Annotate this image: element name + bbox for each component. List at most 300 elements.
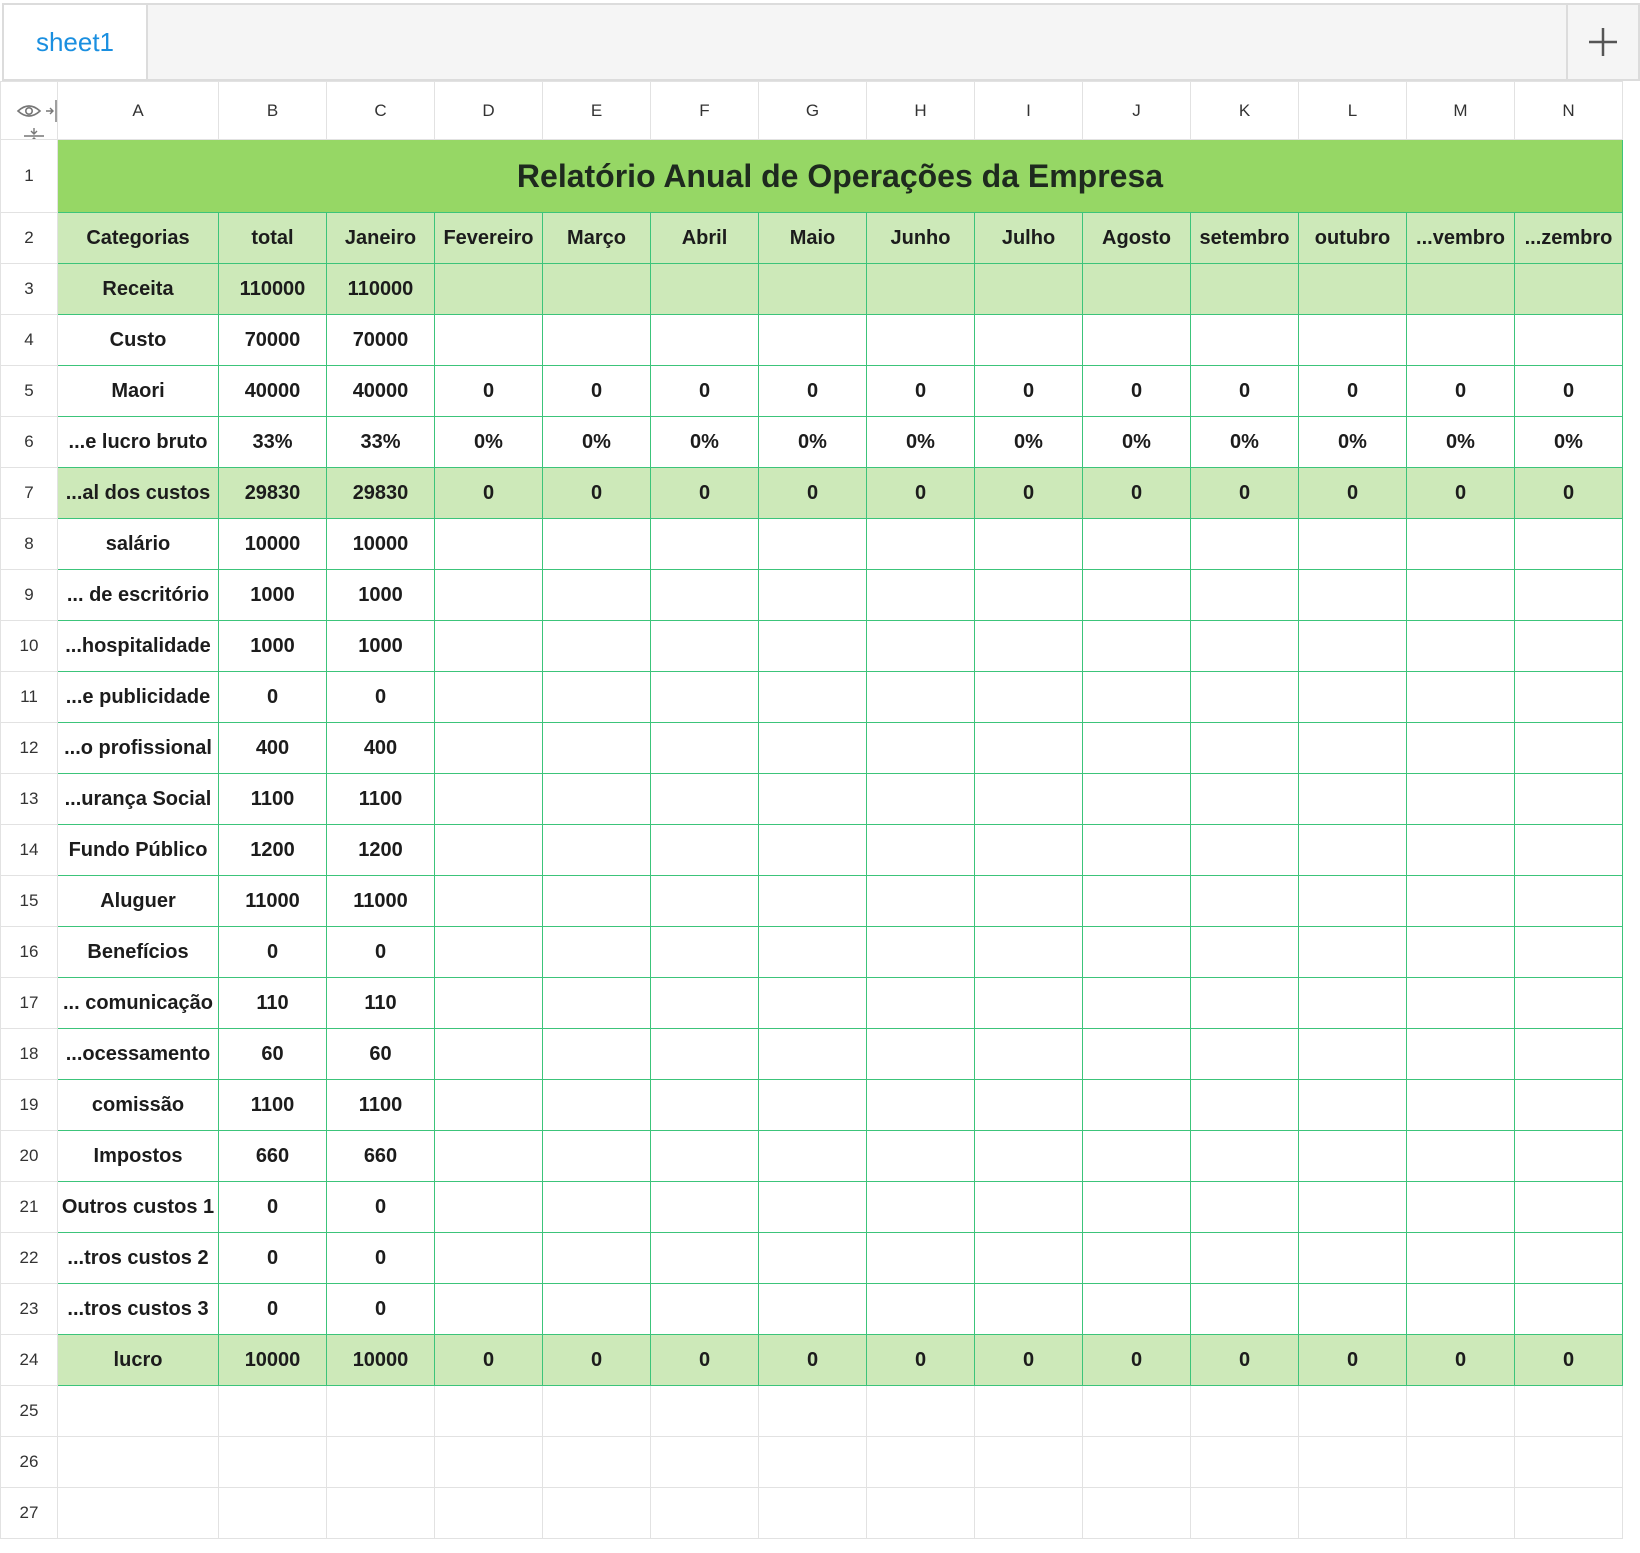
cell-c22[interactable]: 0 <box>327 1233 435 1284</box>
cell-m8[interactable] <box>1407 519 1515 570</box>
cell-j5[interactable]: 0 <box>1083 366 1191 417</box>
cell-d19[interactable] <box>435 1080 543 1131</box>
cell-d13[interactable] <box>435 774 543 825</box>
cell-j4[interactable] <box>1083 315 1191 366</box>
cell-k4[interactable] <box>1191 315 1299 366</box>
cell-i19[interactable] <box>975 1080 1083 1131</box>
cell-m5[interactable]: 0 <box>1407 366 1515 417</box>
cell-k17[interactable] <box>1191 978 1299 1029</box>
cell-a7[interactable]: ...al dos custos <box>58 468 219 519</box>
cell-f5[interactable]: 0 <box>651 366 759 417</box>
cell-a10[interactable]: ...hospitalidade <box>58 621 219 672</box>
cell-h27[interactable] <box>867 1488 975 1539</box>
cell-h19[interactable] <box>867 1080 975 1131</box>
cell-j7[interactable]: 0 <box>1083 468 1191 519</box>
cell-a14[interactable]: Fundo Público <box>58 825 219 876</box>
cell-i4[interactable] <box>975 315 1083 366</box>
cell-c10[interactable]: 1000 <box>327 621 435 672</box>
cell-i2[interactable]: Julho <box>975 213 1083 264</box>
cell-k8[interactable] <box>1191 519 1299 570</box>
cell-g11[interactable] <box>759 672 867 723</box>
cell-f27[interactable] <box>651 1488 759 1539</box>
column-header-l[interactable]: L <box>1299 82 1407 140</box>
cell-m6[interactable]: 0% <box>1407 417 1515 468</box>
row-header[interactable]: 19 <box>1 1080 58 1131</box>
cell-c15[interactable]: 11000 <box>327 876 435 927</box>
cell-l12[interactable] <box>1299 723 1407 774</box>
cell-i22[interactable] <box>975 1233 1083 1284</box>
cell-i9[interactable] <box>975 570 1083 621</box>
cell-h24[interactable]: 0 <box>867 1335 975 1386</box>
cell-m17[interactable] <box>1407 978 1515 1029</box>
cell-h2[interactable]: Junho <box>867 213 975 264</box>
cell-a9[interactable]: ... de escritório <box>58 570 219 621</box>
cell-c7[interactable]: 29830 <box>327 468 435 519</box>
cell-i10[interactable] <box>975 621 1083 672</box>
cell-d16[interactable] <box>435 927 543 978</box>
row-header[interactable]: 14 <box>1 825 58 876</box>
column-header-i[interactable]: I <box>975 82 1083 140</box>
cell-c25[interactable] <box>327 1386 435 1437</box>
cell-j8[interactable] <box>1083 519 1191 570</box>
cell-l5[interactable]: 0 <box>1299 366 1407 417</box>
cell-d9[interactable] <box>435 570 543 621</box>
cell-k11[interactable] <box>1191 672 1299 723</box>
cell-j16[interactable] <box>1083 927 1191 978</box>
cell-h4[interactable] <box>867 315 975 366</box>
cell-c12[interactable]: 400 <box>327 723 435 774</box>
cell-m13[interactable] <box>1407 774 1515 825</box>
cell-b11[interactable]: 0 <box>219 672 327 723</box>
cell-k23[interactable] <box>1191 1284 1299 1335</box>
cell-e12[interactable] <box>543 723 651 774</box>
cell-j17[interactable] <box>1083 978 1191 1029</box>
cell-i21[interactable] <box>975 1182 1083 1233</box>
cell-h3[interactable] <box>867 264 975 315</box>
cell-f15[interactable] <box>651 876 759 927</box>
cell-i3[interactable] <box>975 264 1083 315</box>
cell-b21[interactable]: 0 <box>219 1182 327 1233</box>
cell-g21[interactable] <box>759 1182 867 1233</box>
cell-m9[interactable] <box>1407 570 1515 621</box>
cell-g12[interactable] <box>759 723 867 774</box>
cell-k5[interactable]: 0 <box>1191 366 1299 417</box>
cell-c26[interactable] <box>327 1437 435 1488</box>
column-header-a[interactable]: A <box>58 82 219 140</box>
cell-a18[interactable]: ...ocessamento <box>58 1029 219 1080</box>
cell-g5[interactable]: 0 <box>759 366 867 417</box>
cell-b2[interactable]: total <box>219 213 327 264</box>
cell-c18[interactable]: 60 <box>327 1029 435 1080</box>
cell-d2[interactable]: Fevereiro <box>435 213 543 264</box>
cell-d6[interactable]: 0% <box>435 417 543 468</box>
cell-g20[interactable] <box>759 1131 867 1182</box>
cell-h16[interactable] <box>867 927 975 978</box>
cell-g8[interactable] <box>759 519 867 570</box>
cell-c14[interactable]: 1200 <box>327 825 435 876</box>
cell-m16[interactable] <box>1407 927 1515 978</box>
cell-k20[interactable] <box>1191 1131 1299 1182</box>
cell-n6[interactable]: 0% <box>1515 417 1623 468</box>
cell-k27[interactable] <box>1191 1488 1299 1539</box>
cell-f12[interactable] <box>651 723 759 774</box>
cell-g7[interactable]: 0 <box>759 468 867 519</box>
cell-l10[interactable] <box>1299 621 1407 672</box>
row-header[interactable]: 15 <box>1 876 58 927</box>
cell-g17[interactable] <box>759 978 867 1029</box>
row-header[interactable]: 27 <box>1 1488 58 1539</box>
cell-l11[interactable] <box>1299 672 1407 723</box>
row-header[interactable]: 8 <box>1 519 58 570</box>
cell-f19[interactable] <box>651 1080 759 1131</box>
cell-l23[interactable] <box>1299 1284 1407 1335</box>
cell-d3[interactable] <box>435 264 543 315</box>
cell-c11[interactable]: 0 <box>327 672 435 723</box>
row-header[interactable]: 26 <box>1 1437 58 1488</box>
cell-b22[interactable]: 0 <box>219 1233 327 1284</box>
cell-a24[interactable]: lucro <box>58 1335 219 1386</box>
cell-d21[interactable] <box>435 1182 543 1233</box>
cell-k7[interactable]: 0 <box>1191 468 1299 519</box>
cell-l26[interactable] <box>1299 1437 1407 1488</box>
cell-a6[interactable]: ...e lucro bruto <box>58 417 219 468</box>
cell-b17[interactable]: 110 <box>219 978 327 1029</box>
cell-k14[interactable] <box>1191 825 1299 876</box>
cell-l20[interactable] <box>1299 1131 1407 1182</box>
row-header[interactable]: 25 <box>1 1386 58 1437</box>
cell-h12[interactable] <box>867 723 975 774</box>
cell-j15[interactable] <box>1083 876 1191 927</box>
cell-g23[interactable] <box>759 1284 867 1335</box>
cell-l14[interactable] <box>1299 825 1407 876</box>
cell-n10[interactable] <box>1515 621 1623 672</box>
cell-n7[interactable]: 0 <box>1515 468 1623 519</box>
cell-i26[interactable] <box>975 1437 1083 1488</box>
cell-h11[interactable] <box>867 672 975 723</box>
cell-g6[interactable]: 0% <box>759 417 867 468</box>
cell-f16[interactable] <box>651 927 759 978</box>
cell-b24[interactable]: 10000 <box>219 1335 327 1386</box>
cell-j23[interactable] <box>1083 1284 1191 1335</box>
cell-d4[interactable] <box>435 315 543 366</box>
cell-c24[interactable]: 10000 <box>327 1335 435 1386</box>
cell-e24[interactable]: 0 <box>543 1335 651 1386</box>
cell-e15[interactable] <box>543 876 651 927</box>
cell-k25[interactable] <box>1191 1386 1299 1437</box>
column-header-m[interactable]: M <box>1407 82 1515 140</box>
cell-n20[interactable] <box>1515 1131 1623 1182</box>
cell-l7[interactable]: 0 <box>1299 468 1407 519</box>
column-header-c[interactable]: C <box>327 82 435 140</box>
cell-e23[interactable] <box>543 1284 651 1335</box>
cell-i8[interactable] <box>975 519 1083 570</box>
cell-b5[interactable]: 40000 <box>219 366 327 417</box>
cell-a22[interactable]: ...tros custos 2 <box>58 1233 219 1284</box>
cell-l21[interactable] <box>1299 1182 1407 1233</box>
cell-j27[interactable] <box>1083 1488 1191 1539</box>
cell-b23[interactable]: 0 <box>219 1284 327 1335</box>
cell-c17[interactable]: 110 <box>327 978 435 1029</box>
cell-e10[interactable] <box>543 621 651 672</box>
cell-e2[interactable]: Março <box>543 213 651 264</box>
cell-g10[interactable] <box>759 621 867 672</box>
row-header[interactable]: 20 <box>1 1131 58 1182</box>
cell-k21[interactable] <box>1191 1182 1299 1233</box>
cell-n18[interactable] <box>1515 1029 1623 1080</box>
cell-i20[interactable] <box>975 1131 1083 1182</box>
cell-l3[interactable] <box>1299 264 1407 315</box>
cell-g18[interactable] <box>759 1029 867 1080</box>
cell-l22[interactable] <box>1299 1233 1407 1284</box>
cell-b3[interactable]: 110000 <box>219 264 327 315</box>
cell-b15[interactable]: 11000 <box>219 876 327 927</box>
row-header[interactable]: 18 <box>1 1029 58 1080</box>
freeze-rows-icon[interactable] <box>22 126 46 140</box>
cell-a25[interactable] <box>58 1386 219 1437</box>
cell-a26[interactable] <box>58 1437 219 1488</box>
cell-g9[interactable] <box>759 570 867 621</box>
cell-a13[interactable]: ...urança Social <box>58 774 219 825</box>
cell-m14[interactable] <box>1407 825 1515 876</box>
cell-d20[interactable] <box>435 1131 543 1182</box>
cell-m12[interactable] <box>1407 723 1515 774</box>
cell-e19[interactable] <box>543 1080 651 1131</box>
cell-b25[interactable] <box>219 1386 327 1437</box>
cell-m23[interactable] <box>1407 1284 1515 1335</box>
column-header-n[interactable]: N <box>1515 82 1623 140</box>
cell-f22[interactable] <box>651 1233 759 1284</box>
cell-k26[interactable] <box>1191 1437 1299 1488</box>
cell-n21[interactable] <box>1515 1182 1623 1233</box>
cell-m11[interactable] <box>1407 672 1515 723</box>
cell-m27[interactable] <box>1407 1488 1515 1539</box>
row-header[interactable]: 4 <box>1 315 58 366</box>
cell-m18[interactable] <box>1407 1029 1515 1080</box>
cell-l13[interactable] <box>1299 774 1407 825</box>
cell-e9[interactable] <box>543 570 651 621</box>
cell-g2[interactable]: Maio <box>759 213 867 264</box>
cell-f3[interactable] <box>651 264 759 315</box>
cell-d18[interactable] <box>435 1029 543 1080</box>
cell-n13[interactable] <box>1515 774 1623 825</box>
cell-c4[interactable]: 70000 <box>327 315 435 366</box>
cell-b6[interactable]: 33% <box>219 417 327 468</box>
cell-j10[interactable] <box>1083 621 1191 672</box>
cell-k9[interactable] <box>1191 570 1299 621</box>
cell-a23[interactable]: ...tros custos 3 <box>58 1284 219 1335</box>
row-header[interactable]: 24 <box>1 1335 58 1386</box>
column-header-j[interactable]: J <box>1083 82 1191 140</box>
cell-a3[interactable]: Receita <box>58 264 219 315</box>
cell-i15[interactable] <box>975 876 1083 927</box>
cell-c6[interactable]: 33% <box>327 417 435 468</box>
cell-l4[interactable] <box>1299 315 1407 366</box>
cell-c23[interactable]: 0 <box>327 1284 435 1335</box>
row-header[interactable]: 2 <box>1 213 58 264</box>
cell-l18[interactable] <box>1299 1029 1407 1080</box>
cell-d26[interactable] <box>435 1437 543 1488</box>
cell-b27[interactable] <box>219 1488 327 1539</box>
cell-c8[interactable]: 10000 <box>327 519 435 570</box>
eye-icon[interactable] <box>16 102 42 120</box>
cell-k18[interactable] <box>1191 1029 1299 1080</box>
cell-h9[interactable] <box>867 570 975 621</box>
freeze-columns-icon[interactable] <box>43 98 58 124</box>
cell-f21[interactable] <box>651 1182 759 1233</box>
cell-g22[interactable] <box>759 1233 867 1284</box>
cell-m22[interactable] <box>1407 1233 1515 1284</box>
cell-g14[interactable] <box>759 825 867 876</box>
cell-f7[interactable]: 0 <box>651 468 759 519</box>
cell-f18[interactable] <box>651 1029 759 1080</box>
cell-f8[interactable] <box>651 519 759 570</box>
cell-f17[interactable] <box>651 978 759 1029</box>
row-header[interactable]: 11 <box>1 672 58 723</box>
cell-j14[interactable] <box>1083 825 1191 876</box>
cell-f9[interactable] <box>651 570 759 621</box>
cell-h22[interactable] <box>867 1233 975 1284</box>
select-all-corner[interactable] <box>1 82 58 140</box>
cell-i13[interactable] <box>975 774 1083 825</box>
cell-j21[interactable] <box>1083 1182 1191 1233</box>
cell-c3[interactable]: 110000 <box>327 264 435 315</box>
cell-h18[interactable] <box>867 1029 975 1080</box>
cell-b9[interactable]: 1000 <box>219 570 327 621</box>
cell-c13[interactable]: 1100 <box>327 774 435 825</box>
cell-k13[interactable] <box>1191 774 1299 825</box>
cell-f11[interactable] <box>651 672 759 723</box>
cell-j24[interactable]: 0 <box>1083 1335 1191 1386</box>
cell-h21[interactable] <box>867 1182 975 1233</box>
cell-f25[interactable] <box>651 1386 759 1437</box>
cell-k22[interactable] <box>1191 1233 1299 1284</box>
cell-k12[interactable] <box>1191 723 1299 774</box>
cell-d22[interactable] <box>435 1233 543 1284</box>
column-header-f[interactable]: F <box>651 82 759 140</box>
cell-m25[interactable] <box>1407 1386 1515 1437</box>
report-title-cell[interactable]: Relatório Anual de Operações da Empresa <box>58 140 1623 213</box>
cell-h6[interactable]: 0% <box>867 417 975 468</box>
cell-n16[interactable] <box>1515 927 1623 978</box>
cell-m20[interactable] <box>1407 1131 1515 1182</box>
cell-d23[interactable] <box>435 1284 543 1335</box>
cell-g15[interactable] <box>759 876 867 927</box>
cell-f26[interactable] <box>651 1437 759 1488</box>
cell-j11[interactable] <box>1083 672 1191 723</box>
cell-e21[interactable] <box>543 1182 651 1233</box>
row-header[interactable]: 13 <box>1 774 58 825</box>
cell-g13[interactable] <box>759 774 867 825</box>
cell-k3[interactable] <box>1191 264 1299 315</box>
cell-h8[interactable] <box>867 519 975 570</box>
cell-j18[interactable] <box>1083 1029 1191 1080</box>
cell-m26[interactable] <box>1407 1437 1515 1488</box>
cell-e13[interactable] <box>543 774 651 825</box>
cell-l8[interactable] <box>1299 519 1407 570</box>
cell-i17[interactable] <box>975 978 1083 1029</box>
cell-f14[interactable] <box>651 825 759 876</box>
row-header[interactable]: 5 <box>1 366 58 417</box>
cell-e20[interactable] <box>543 1131 651 1182</box>
cell-f23[interactable] <box>651 1284 759 1335</box>
cell-j19[interactable] <box>1083 1080 1191 1131</box>
cell-c20[interactable]: 660 <box>327 1131 435 1182</box>
cell-l2[interactable]: outubro <box>1299 213 1407 264</box>
cell-k10[interactable] <box>1191 621 1299 672</box>
cell-c27[interactable] <box>327 1488 435 1539</box>
cell-l9[interactable] <box>1299 570 1407 621</box>
cell-e7[interactable]: 0 <box>543 468 651 519</box>
cell-h5[interactable]: 0 <box>867 366 975 417</box>
cell-n17[interactable] <box>1515 978 1623 1029</box>
cell-k16[interactable] <box>1191 927 1299 978</box>
cell-g3[interactable] <box>759 264 867 315</box>
cell-g4[interactable] <box>759 315 867 366</box>
row-header[interactable]: 6 <box>1 417 58 468</box>
cell-m10[interactable] <box>1407 621 1515 672</box>
cell-n23[interactable] <box>1515 1284 1623 1335</box>
cell-n27[interactable] <box>1515 1488 1623 1539</box>
cell-d14[interactable] <box>435 825 543 876</box>
cell-d10[interactable] <box>435 621 543 672</box>
cell-m19[interactable] <box>1407 1080 1515 1131</box>
cell-n24[interactable]: 0 <box>1515 1335 1623 1386</box>
cell-k15[interactable] <box>1191 876 1299 927</box>
cell-h17[interactable] <box>867 978 975 1029</box>
cell-d11[interactable] <box>435 672 543 723</box>
cell-f10[interactable] <box>651 621 759 672</box>
cell-b10[interactable]: 1000 <box>219 621 327 672</box>
cell-i5[interactable]: 0 <box>975 366 1083 417</box>
cell-b26[interactable] <box>219 1437 327 1488</box>
cell-n25[interactable] <box>1515 1386 1623 1437</box>
cell-i7[interactable]: 0 <box>975 468 1083 519</box>
cell-l15[interactable] <box>1299 876 1407 927</box>
cell-n22[interactable] <box>1515 1233 1623 1284</box>
cell-e3[interactable] <box>543 264 651 315</box>
cell-j3[interactable] <box>1083 264 1191 315</box>
cell-k2[interactable]: setembro <box>1191 213 1299 264</box>
cell-l16[interactable] <box>1299 927 1407 978</box>
cell-i27[interactable] <box>975 1488 1083 1539</box>
cell-a21[interactable]: Outros custos 1 <box>58 1182 219 1233</box>
cell-i23[interactable] <box>975 1284 1083 1335</box>
cell-b18[interactable]: 60 <box>219 1029 327 1080</box>
cell-e26[interactable] <box>543 1437 651 1488</box>
cell-h26[interactable] <box>867 1437 975 1488</box>
column-header-b[interactable]: B <box>219 82 327 140</box>
cell-a11[interactable]: ...e publicidade <box>58 672 219 723</box>
cell-a27[interactable] <box>58 1488 219 1539</box>
cell-b20[interactable]: 660 <box>219 1131 327 1182</box>
add-sheet-button[interactable] <box>1566 5 1638 79</box>
cell-h25[interactable] <box>867 1386 975 1437</box>
cell-c5[interactable]: 40000 <box>327 366 435 417</box>
cell-g26[interactable] <box>759 1437 867 1488</box>
cell-e8[interactable] <box>543 519 651 570</box>
cell-k19[interactable] <box>1191 1080 1299 1131</box>
cell-b19[interactable]: 1100 <box>219 1080 327 1131</box>
cell-m4[interactable] <box>1407 315 1515 366</box>
cell-e14[interactable] <box>543 825 651 876</box>
cell-n3[interactable] <box>1515 264 1623 315</box>
cell-a4[interactable]: Custo <box>58 315 219 366</box>
cell-k24[interactable]: 0 <box>1191 1335 1299 1386</box>
cell-h20[interactable] <box>867 1131 975 1182</box>
cell-i12[interactable] <box>975 723 1083 774</box>
cell-c16[interactable]: 0 <box>327 927 435 978</box>
cell-h15[interactable] <box>867 876 975 927</box>
